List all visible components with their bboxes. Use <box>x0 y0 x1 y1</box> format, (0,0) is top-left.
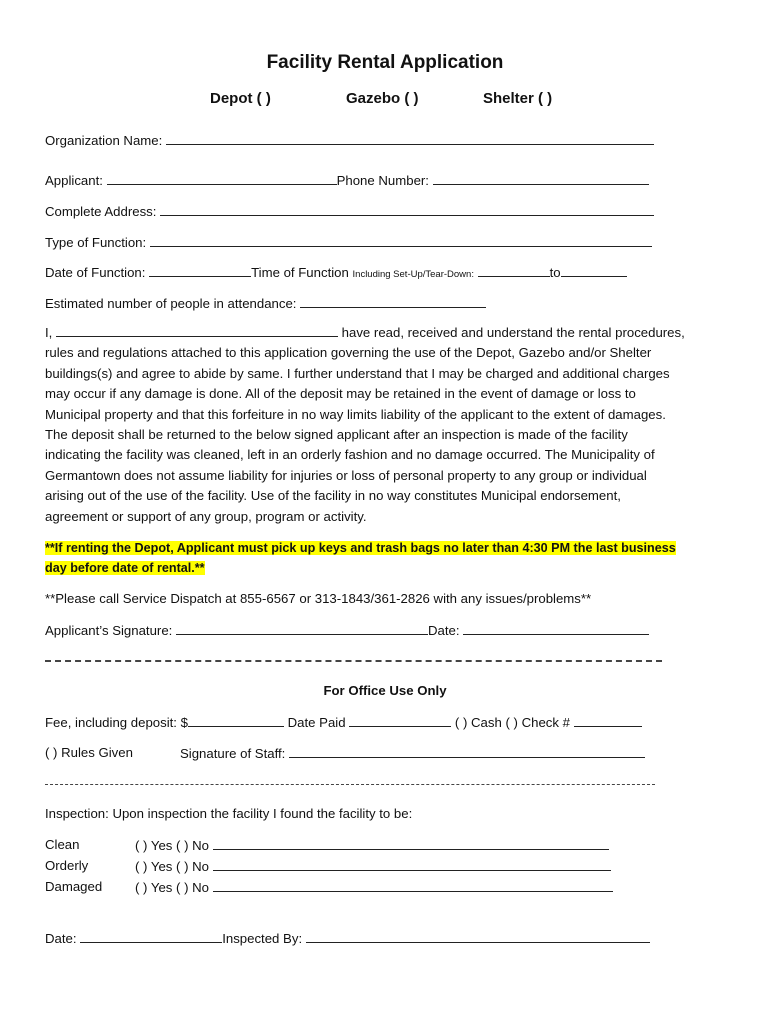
depot-option[interactable]: Depot ( ) <box>210 90 271 107</box>
agreement-line: agreement or support of any group, program or activity. <box>45 508 367 524</box>
signature-row <box>45 622 649 639</box>
inspection-orderly-label: Orderly <box>45 858 89 873</box>
shelter-option[interactable]: Shelter ( ) <box>483 90 553 107</box>
function-type-label: Type of Function: <box>45 235 147 250</box>
address-field[interactable] <box>160 203 654 216</box>
agreement-lead: I, <box>45 325 53 340</box>
attendance-label: Estimated number of people in attendance: <box>45 296 297 311</box>
address-label: Complete Address: <box>45 204 157 219</box>
staff-signature-field[interactable] <box>289 745 645 758</box>
inspection-orderly-row <box>135 858 611 875</box>
applicant-field[interactable] <box>107 172 337 185</box>
inspection-damaged-label: Damaged <box>45 879 103 894</box>
function-date-row <box>45 264 627 283</box>
inspection-date-label: Date: <box>45 931 77 946</box>
signature-date-label: Date: <box>428 623 460 638</box>
attendance-row <box>45 295 486 312</box>
inspection-damaged-choice[interactable]: ( ) Yes ( ) No <box>135 880 210 895</box>
depot-notice-line1: **If renting the Depot, Applicant must pick up keys and trash bags no later than 4:30 PM the last business <box>45 541 676 555</box>
dispatch-note: **Please call Service Dispatch at 855-6567 or 313-1843/361-2826 with any issues/problems** <box>45 591 592 606</box>
org-name-label: Organization Name: <box>45 133 163 148</box>
agreement-line-first <box>45 323 730 343</box>
rules-given-option[interactable]: ( ) Rules Given <box>45 745 133 760</box>
depot-notice <box>45 540 676 556</box>
check-number-field[interactable] <box>574 714 642 727</box>
gazebo-option[interactable]: Gazebo ( ) <box>346 90 419 107</box>
agreement-line: The deposit shall be returned to the below signed applicant after an inspection is made of the facility <box>45 427 628 443</box>
agreement-line: may occur if any damage is done. All of the deposit may be retained in the event of damage or loss to <box>45 386 636 402</box>
agreement-name-field[interactable] <box>56 324 338 337</box>
signature-date-field[interactable] <box>463 622 649 635</box>
agreement-line: Municipal property and that this forfeiture in no way limits liability of the applicant to the extent of damages. <box>45 406 666 422</box>
function-date-label: Date of Function: <box>45 265 146 280</box>
agreement-line: indicating the facility was cleaned, left in an orderly fashion and no damage occurred. The Municipality of <box>45 447 655 463</box>
page-title: Facility Rental Application <box>266 52 504 73</box>
inspection-clean-field[interactable] <box>213 837 609 850</box>
function-date-field[interactable] <box>149 264 251 277</box>
inspection-clean-label: Clean <box>45 837 80 852</box>
section-divider <box>45 784 655 785</box>
inspected-by-label: Inspected By: <box>222 931 303 946</box>
agreement-line: Germantown does not assume liability for injuries or loss of personal property to any group or individual <box>45 467 647 483</box>
cash-option[interactable]: ( ) Cash <box>454 715 502 730</box>
signature-label: Applicant’s Signature: <box>45 623 173 638</box>
agreement-line: buildings(s) and agree to abide by same. I further understand that I may be charged and additional charges <box>45 365 670 381</box>
inspection-orderly-choice[interactable]: ( ) Yes ( ) No <box>135 859 210 874</box>
attendance-field[interactable] <box>300 295 486 308</box>
function-type-row <box>45 234 652 251</box>
inspected-by-field[interactable] <box>306 930 650 943</box>
agreement-line: arising out of the use of the facility. Use of the facility in no way constitutes Municipal endorsement, <box>45 488 621 504</box>
inspection-intro: Inspection: Upon inspection the facility I found the facility to be: <box>45 806 413 821</box>
check-option[interactable]: ( ) Check # <box>505 715 570 730</box>
phone-label: Phone Number: <box>336 173 429 188</box>
to-label: to <box>549 265 561 280</box>
signature-field[interactable] <box>176 622 428 635</box>
inspection-sign-row <box>45 930 650 947</box>
rules-row <box>45 745 133 761</box>
address-row <box>45 203 654 220</box>
inspection-orderly-field[interactable] <box>213 858 611 871</box>
phone-field[interactable] <box>433 172 649 185</box>
fee-row <box>45 714 642 731</box>
depot-notice-cont <box>45 560 205 576</box>
agreement-line: rules and regulations attached to this application governing the use of the Depot, Gazebo and/or Shelter <box>45 345 652 361</box>
staff-signature-row <box>180 745 645 762</box>
time-to-field[interactable] <box>561 264 627 277</box>
setup-note: Including Set-Up/Tear-Down: <box>352 269 474 280</box>
org-name-field[interactable] <box>166 132 654 145</box>
date-paid-field[interactable] <box>349 714 451 727</box>
inspection-damaged-field[interactable] <box>213 879 613 892</box>
inspection-clean-row <box>135 837 609 854</box>
date-paid-label: Date Paid <box>287 715 346 730</box>
agreement-paragraph <box>45 323 730 527</box>
staff-signature-label: Signature of Staff: <box>180 746 286 761</box>
applicant-row <box>45 172 649 189</box>
agreement-line1-text: have read, received and understand the rental procedures, <box>341 325 685 340</box>
function-time-label: Time of Function <box>251 265 349 280</box>
office-use-heading: For Office Use Only <box>323 683 447 698</box>
org-name-row <box>45 132 654 149</box>
inspection-date-field[interactable] <box>80 930 222 943</box>
time-from-field[interactable] <box>478 264 550 277</box>
inspection-damaged-row <box>135 879 613 896</box>
function-type-field[interactable] <box>150 234 652 247</box>
inspection-clean-choice[interactable]: ( ) Yes ( ) No <box>135 838 210 853</box>
applicant-label: Applicant: <box>45 173 103 188</box>
depot-notice-line2: day before date of rental.** <box>45 561 205 575</box>
section-divider <box>45 660 662 662</box>
fee-label: Fee, including deposit: $ <box>45 715 188 730</box>
fee-field[interactable] <box>188 714 284 727</box>
